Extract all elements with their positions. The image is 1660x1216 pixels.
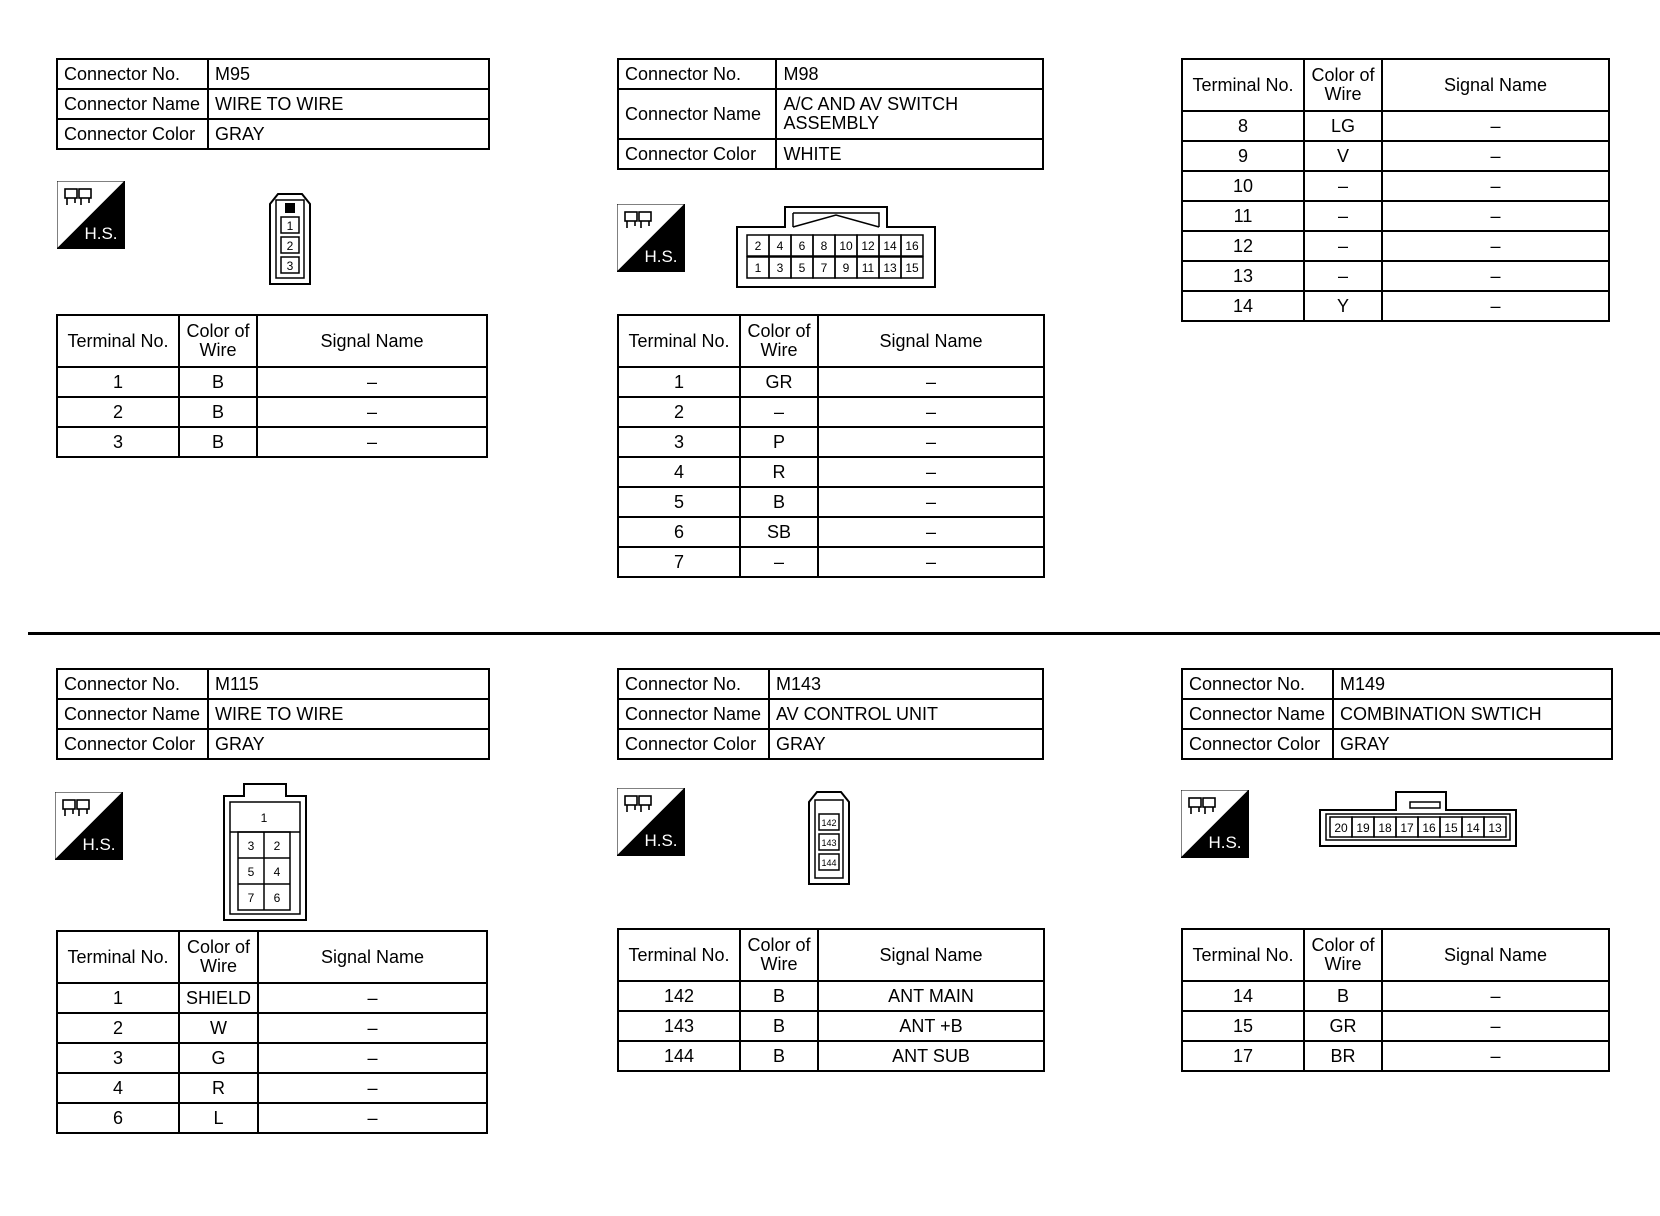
connector-color-value: WHITE xyxy=(776,139,1043,169)
wire-color-cell: B xyxy=(740,1011,818,1041)
harness-side-icon xyxy=(617,788,685,856)
signal-name-cell: – xyxy=(1382,141,1609,171)
header-color-of-wire: Color of Wire xyxy=(179,315,257,367)
harness-side-icon xyxy=(1181,790,1249,858)
pin-12: 12 xyxy=(861,239,875,253)
wire-color-cell: GR xyxy=(740,367,818,397)
harness-side-icon xyxy=(57,181,125,249)
wire-color-cell: – xyxy=(1304,201,1382,231)
table-row xyxy=(618,517,1044,547)
signal-name-cell: ANT +B xyxy=(818,1011,1044,1041)
connector-face-m143 xyxy=(807,790,851,886)
terminal-no-cell: 6 xyxy=(57,1103,179,1133)
table-row xyxy=(57,1103,487,1133)
pin-19: 19 xyxy=(1356,821,1370,835)
terminal-no-cell: 13 xyxy=(1182,261,1304,291)
pin-5: 5 xyxy=(798,261,806,275)
connector-no-value: M143 xyxy=(769,669,1043,699)
terminal-table-m95 xyxy=(56,314,488,458)
terminal-no-cell: 143 xyxy=(618,1011,740,1041)
wire-color-cell: Y xyxy=(1304,291,1382,321)
header-signal-name: Signal Name xyxy=(1382,929,1609,981)
table-row xyxy=(57,397,487,427)
connector-face-m149 xyxy=(1318,790,1518,848)
pin-9: 9 xyxy=(842,261,850,275)
label-connector-no: Connector No. xyxy=(57,669,208,699)
table-row xyxy=(618,487,1044,517)
table-row xyxy=(618,1041,1044,1071)
terminal-table-m149 xyxy=(1181,928,1610,1072)
hs-label: H.S. xyxy=(1208,833,1242,852)
wire-color-cell: – xyxy=(740,547,818,577)
wire-color-cell: LG xyxy=(1304,111,1382,141)
section-divider xyxy=(28,632,1660,635)
header-terminal-no: Terminal No. xyxy=(618,929,740,981)
connector-face-m95 xyxy=(268,192,312,286)
label-connector-color: Connector Color xyxy=(57,119,208,149)
pin-6: 6 xyxy=(273,891,281,905)
terminal-no-cell: 144 xyxy=(618,1041,740,1071)
terminal-no-cell: 1 xyxy=(57,367,179,397)
signal-name-cell: – xyxy=(258,1043,487,1073)
terminal-no-cell: 3 xyxy=(57,1043,179,1073)
signal-name-cell: – xyxy=(1382,1041,1609,1071)
terminal-no-cell: 8 xyxy=(1182,111,1304,141)
pin-3: 3 xyxy=(247,839,255,853)
table-row xyxy=(57,1073,487,1103)
table-row xyxy=(1182,261,1609,291)
pin-2: 2 xyxy=(754,239,762,253)
pin-4: 4 xyxy=(776,239,784,253)
table-row xyxy=(1182,201,1609,231)
signal-name-cell: – xyxy=(1382,201,1609,231)
pin-10: 10 xyxy=(839,239,853,253)
connector-info-m143 xyxy=(617,668,1044,760)
wire-color-cell: B xyxy=(740,487,818,517)
terminal-no-cell: 17 xyxy=(1182,1041,1304,1071)
terminal-table-m98-continued xyxy=(1181,58,1610,322)
label-connector-name: Connector Name xyxy=(57,89,208,119)
table-row xyxy=(57,1043,487,1073)
signal-name-cell: – xyxy=(818,367,1044,397)
terminal-no-cell: 6 xyxy=(618,517,740,547)
signal-name-cell: – xyxy=(818,487,1044,517)
terminal-no-cell: 14 xyxy=(1182,981,1304,1011)
signal-name-cell: – xyxy=(818,427,1044,457)
connector-color-value: GRAY xyxy=(208,729,489,759)
wire-color-cell: SB xyxy=(740,517,818,547)
terminal-no-cell: 2 xyxy=(57,397,179,427)
pin-18: 18 xyxy=(1378,821,1392,835)
header-signal-name: Signal Name xyxy=(1382,59,1609,111)
signal-name-cell: – xyxy=(1382,1011,1609,1041)
connector-no-value: M149 xyxy=(1333,669,1612,699)
terminal-no-cell: 4 xyxy=(57,1073,179,1103)
label-connector-no: Connector No. xyxy=(57,59,208,89)
label-connector-color: Connector Color xyxy=(618,729,769,759)
wire-color-cell: BR xyxy=(1304,1041,1382,1071)
table-row xyxy=(618,1011,1044,1041)
connector-name-value: COMBINATION SWTICH xyxy=(1333,699,1612,729)
table-row xyxy=(1182,141,1609,171)
table-row xyxy=(1182,1011,1609,1041)
connector-info-m98 xyxy=(617,58,1044,170)
signal-name-cell: – xyxy=(257,367,487,397)
pin-1: 1 xyxy=(286,219,294,233)
table-row xyxy=(1182,1041,1609,1071)
wire-color-cell: V xyxy=(1304,141,1382,171)
terminal-table-m115 xyxy=(56,930,488,1134)
pin-15: 15 xyxy=(905,261,919,275)
label-connector-name: Connector Name xyxy=(618,699,769,729)
table-row xyxy=(57,983,487,1013)
connector-info-m95 xyxy=(56,58,490,150)
label-connector-name: Connector Name xyxy=(57,699,208,729)
header-terminal-no: Terminal No. xyxy=(57,931,179,983)
table-row xyxy=(57,1013,487,1043)
pin-20: 20 xyxy=(1334,821,1348,835)
pin-16: 16 xyxy=(1422,821,1436,835)
terminal-no-cell: 2 xyxy=(57,1013,179,1043)
pin-17: 17 xyxy=(1400,821,1414,835)
table-row xyxy=(618,427,1044,457)
table-row xyxy=(618,457,1044,487)
table-row xyxy=(1182,111,1609,141)
signal-name-cell: – xyxy=(818,457,1044,487)
terminal-no-cell: 3 xyxy=(618,427,740,457)
header-signal-name: Signal Name xyxy=(257,315,487,367)
terminal-no-cell: 1 xyxy=(618,367,740,397)
wire-color-cell: L xyxy=(179,1103,258,1133)
header-color-of-wire: Color of Wire xyxy=(740,315,818,367)
pin-13: 13 xyxy=(883,261,897,275)
terminal-table-m143 xyxy=(617,928,1045,1072)
label-connector-no: Connector No. xyxy=(618,669,769,699)
hs-label: H.S. xyxy=(82,835,116,854)
wire-color-cell: – xyxy=(1304,261,1382,291)
header-color-of-wire: Color of Wire xyxy=(179,931,258,983)
header-color-of-wire: Color of Wire xyxy=(740,929,818,981)
pin-1: 1 xyxy=(754,261,762,275)
table-row xyxy=(1182,981,1609,1011)
connector-info-m115 xyxy=(56,668,490,760)
header-signal-name: Signal Name xyxy=(258,931,487,983)
pin-142: 142 xyxy=(821,818,837,828)
label-connector-name: Connector Name xyxy=(618,89,776,139)
connector-name-value: WIRE TO WIRE xyxy=(208,699,489,729)
label-connector-color: Connector Color xyxy=(1182,729,1333,759)
header-terminal-no: Terminal No. xyxy=(618,315,740,367)
pin-2: 2 xyxy=(286,239,294,253)
pin-144: 144 xyxy=(821,858,837,868)
header-color-of-wire: Color of Wire xyxy=(1304,929,1382,981)
signal-name-cell: ANT MAIN xyxy=(818,981,1044,1011)
signal-name-cell: – xyxy=(258,1073,487,1103)
table-row xyxy=(57,427,487,457)
connector-face-m115 xyxy=(222,782,308,922)
connector-color-value: GRAY xyxy=(769,729,1043,759)
wire-color-cell: G xyxy=(179,1043,258,1073)
label-connector-color: Connector Color xyxy=(57,729,208,759)
header-terminal-no: Terminal No. xyxy=(57,315,179,367)
pin-1: 1 xyxy=(260,811,268,825)
wire-color-cell: – xyxy=(1304,171,1382,201)
pin-4: 4 xyxy=(273,865,281,879)
header-signal-name: Signal Name xyxy=(818,929,1044,981)
signal-name-cell: – xyxy=(1382,111,1609,141)
terminal-no-cell: 15 xyxy=(1182,1011,1304,1041)
signal-name-cell: – xyxy=(1382,981,1609,1011)
signal-name-cell: – xyxy=(1382,231,1609,261)
signal-name-cell: – xyxy=(257,397,487,427)
table-row xyxy=(1182,291,1609,321)
signal-name-cell: – xyxy=(257,427,487,457)
pin-143: 143 xyxy=(821,838,837,848)
wire-color-cell: – xyxy=(1304,231,1382,261)
terminal-no-cell: 11 xyxy=(1182,201,1304,231)
pin-14: 14 xyxy=(883,239,897,253)
wire-color-cell: B xyxy=(1304,981,1382,1011)
hs-label: H.S. xyxy=(84,224,118,243)
signal-name-cell: – xyxy=(258,1103,487,1133)
table-row xyxy=(618,981,1044,1011)
wire-color-cell: B xyxy=(179,367,257,397)
wire-color-cell: B xyxy=(740,1041,818,1071)
terminal-no-cell: 10 xyxy=(1182,171,1304,201)
header-terminal-no: Terminal No. xyxy=(1182,59,1304,111)
connector-name-value: AV CONTROL UNIT xyxy=(769,699,1043,729)
table-row xyxy=(1182,231,1609,261)
terminal-no-cell: 4 xyxy=(618,457,740,487)
pin-8: 8 xyxy=(820,239,828,253)
connector-face-m98 xyxy=(735,205,937,289)
connector-name-value: A/C AND AV SWITCH ASSEMBLY xyxy=(776,89,1043,139)
pin-7: 7 xyxy=(820,261,828,275)
wire-color-cell: SHIELD xyxy=(179,983,258,1013)
connector-color-value: GRAY xyxy=(1333,729,1612,759)
header-terminal-no: Terminal No. xyxy=(1182,929,1304,981)
signal-name-cell: – xyxy=(1382,261,1609,291)
header-color-of-wire: Color of Wire xyxy=(1304,59,1382,111)
pin-7: 7 xyxy=(247,891,255,905)
wire-color-cell: R xyxy=(179,1073,258,1103)
signal-name-cell: – xyxy=(818,547,1044,577)
table-row xyxy=(57,367,487,397)
signal-name-cell: – xyxy=(1382,171,1609,201)
wire-color-cell: W xyxy=(179,1013,258,1043)
terminal-no-cell: 9 xyxy=(1182,141,1304,171)
terminal-no-cell: 14 xyxy=(1182,291,1304,321)
wire-color-cell: B xyxy=(179,397,257,427)
terminal-no-cell: 7 xyxy=(618,547,740,577)
label-connector-no: Connector No. xyxy=(1182,669,1333,699)
pin-13: 13 xyxy=(1488,821,1502,835)
harness-side-icon xyxy=(55,792,123,860)
hs-label: H.S. xyxy=(644,247,678,266)
hs-label: H.S. xyxy=(644,831,678,850)
table-row xyxy=(1182,171,1609,201)
pin-5: 5 xyxy=(247,865,255,879)
table-row xyxy=(618,547,1044,577)
pin-3: 3 xyxy=(286,259,294,273)
terminal-no-cell: 1 xyxy=(57,983,179,1013)
table-row xyxy=(618,367,1044,397)
header-signal-name: Signal Name xyxy=(818,315,1044,367)
connector-no-value: M98 xyxy=(776,59,1043,89)
terminal-no-cell: 12 xyxy=(1182,231,1304,261)
signal-name-cell: – xyxy=(258,1013,487,1043)
pin-14: 14 xyxy=(1466,821,1480,835)
connector-color-value: GRAY xyxy=(208,119,489,149)
pin-16: 16 xyxy=(905,239,919,253)
signal-name-cell: – xyxy=(818,517,1044,547)
wire-color-cell: B xyxy=(179,427,257,457)
wire-color-cell: – xyxy=(740,397,818,427)
label-connector-name: Connector Name xyxy=(1182,699,1333,729)
connector-no-value: M95 xyxy=(208,59,489,89)
label-connector-color: Connector Color xyxy=(618,139,776,169)
table-row xyxy=(618,397,1044,427)
terminal-no-cell: 3 xyxy=(57,427,179,457)
connector-name-value: WIRE TO WIRE xyxy=(208,89,489,119)
signal-name-cell: – xyxy=(258,983,487,1013)
connector-info-m149 xyxy=(1181,668,1613,760)
signal-name-cell: – xyxy=(1382,291,1609,321)
signal-name-cell: ANT SUB xyxy=(818,1041,1044,1071)
wire-color-cell: R xyxy=(740,457,818,487)
terminal-table-m98 xyxy=(617,314,1045,578)
terminal-no-cell: 2 xyxy=(618,397,740,427)
wire-color-cell: P xyxy=(740,427,818,457)
pin-11: 11 xyxy=(861,261,875,275)
pin-2: 2 xyxy=(273,839,281,853)
terminal-no-cell: 5 xyxy=(618,487,740,517)
connector-no-value: M115 xyxy=(208,669,489,699)
terminal-no-cell: 142 xyxy=(618,981,740,1011)
wire-color-cell: B xyxy=(740,981,818,1011)
pin-15: 15 xyxy=(1444,821,1458,835)
wire-color-cell: GR xyxy=(1304,1011,1382,1041)
pin-6: 6 xyxy=(798,239,806,253)
pin-3: 3 xyxy=(776,261,784,275)
label-connector-no: Connector No. xyxy=(618,59,776,89)
signal-name-cell: – xyxy=(818,397,1044,427)
harness-side-icon xyxy=(617,204,685,272)
